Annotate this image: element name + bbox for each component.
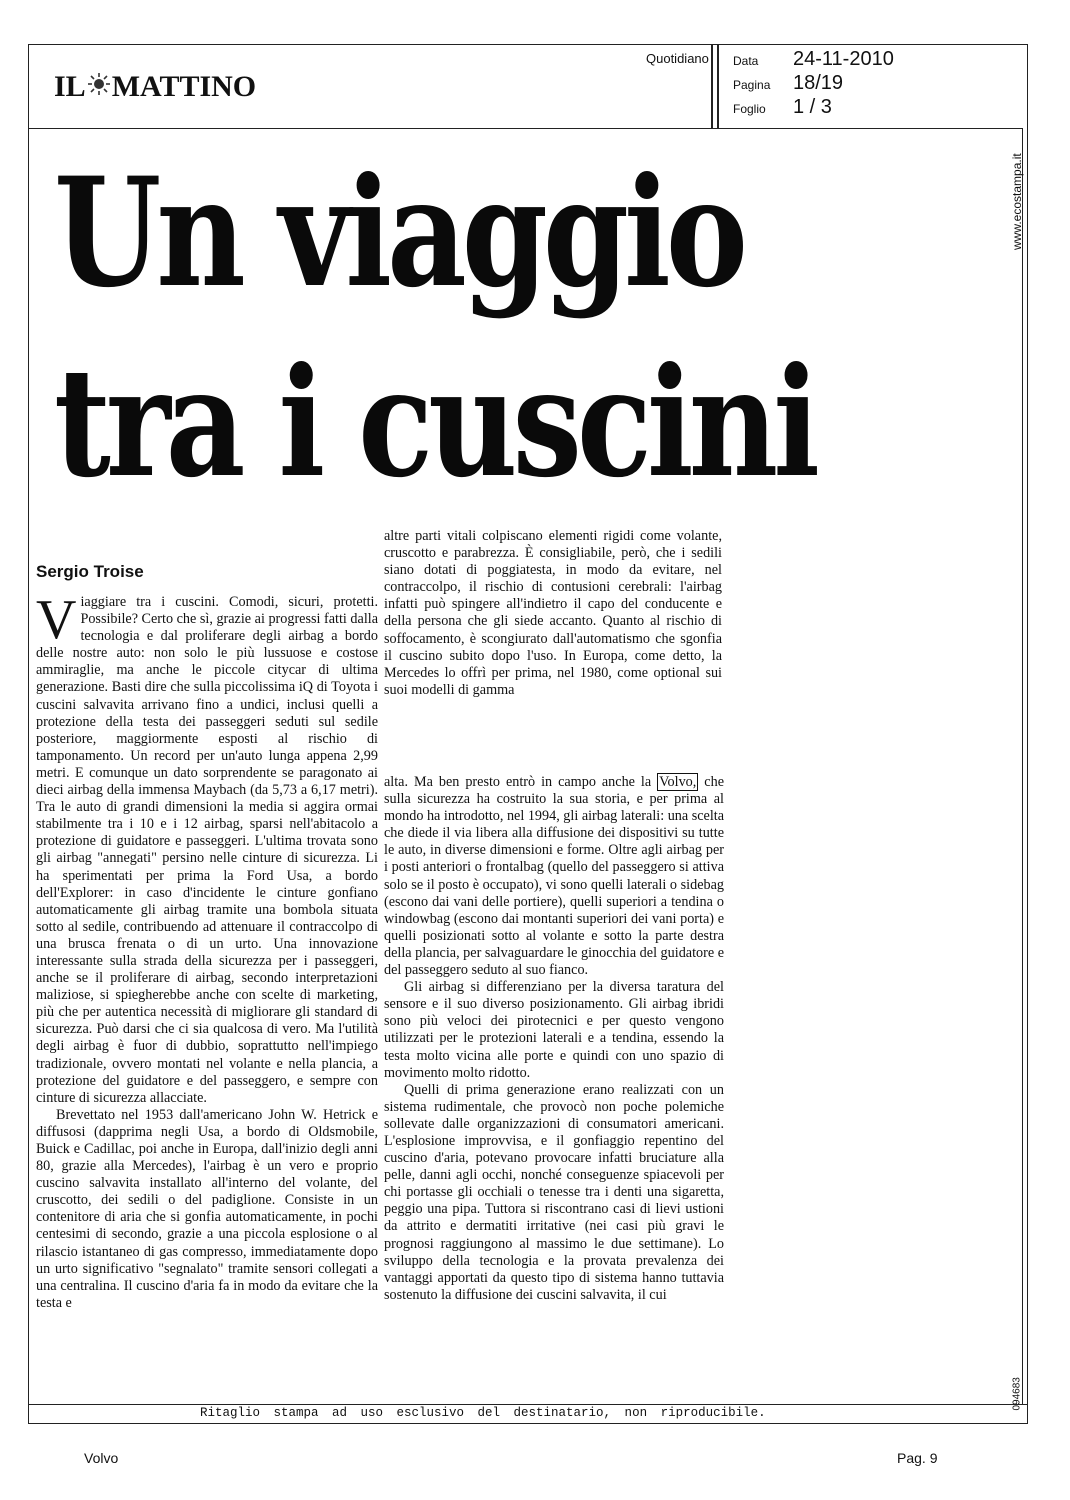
drop-cap: V (36, 589, 77, 651)
paragraph-3: altre parti vitali colpiscano elementi rigidi come volante, cruscotto e parabrezza. È consigliabile, però, che i sedili siano dotati di poggiatesta, in modo da evitare, nel contraccolpo, il rischio di contusioni cerebrali: l'airbag infatti può spingere all'indietro il capo del conducente e della persona che gli siede accanto. Quanto al rischio di soffocamento, è scongiurato dall'automatismo che sgonfia il cuscino subito dopo l'uso. In Europa, come detto, la Mercedes lo offrì per prima, nel 1980, come optional sui suoi modelli di gamma (384, 528, 722, 698)
logo-text-left: IL (54, 70, 86, 103)
header-divider-v2 (717, 44, 719, 128)
footer-keyword: Volvo (84, 1450, 119, 1466)
paragraph-2: Brevettato nel 1953 dall'americano John W. Hetrick e diffusosi (dapprima negli Usa, a bordo di Oldsmobile, Buick e Cadillac, poi anche in Europa, dall'inizio degli anni 80, grazie alla Mercedes), l'airbag è un vero e proprio cuscino salvavita installato all'interno del volante, del cruscotto, dei sedili o del padiglione. Consiste in un contenitore di aria che si gonfia automaticamente, in pochi centesimi di secondo, grazie a una piccola esplosione o al rilascio istantaneo di gas compresso, immediatamente dopo un urto significativo "segnalato" tramite sensori collegati a una centralina. Il cuscino d'aria fa in modo da evitare che la testa e (36, 1106, 378, 1311)
paragraph-1-text: iaggiare tra i cuscini. Comodi, sicuri, protetti. Possibile? Certo che sì, grazie ai progressi fatti dalla tecnologia e dal proliferare degli airbag a bordo delle nostre auto: non solo le più lussuose e costose ammiraglie, ma anche le piccole citycar di ultima generazione. Basti dire che sulla piccolissima iQ di Toyota i cuscini salvavita arrivano fino a undici, inclusi quelli a protezione della testa dei passeggeri seduti sul sedile posteriore, maggiormente esposti al rischio di tamponamento. Un record per un'auto lunga appena 2,99 metri. E comunque un dato sorprendente se paragonato ai dieci airbag della immensa Maybach (da 5,73 a 6,17 metri). Tra le auto di grandi dimensioni la media si aggira ormai stabilmente tra i 10 e i 12 airbag, sparsi nell'abitacolo a protezione di guidatore e passeggeri. L'ultima trovata sono gli airbag "annegati" persino nelle cinture di sicurezza. Li ha sperimentati per prima la Ford Usa, a bordo dell'Explorer: in caso d'incidente le cinture gonfiano automaticamente gli airbag tramite una bombola situata sotto al sedile, contribuendo ad attenuare il contraccolpo di una brusca frenata o di un urto. Una innovazione interessante sulla strada della sicurezza per i passeggeri, anche se il proliferare di airbag, secondo interpretazioni maliziose, si spiegherebbe anche con scelte di marketing, più che per autentica necessità di migliorare gli standard di sicurezza. Può darsi che ci sia qualcosa di vero. Ma l'utilità degli airbag è fuor di dubbio, soprattutto nell'impiego tradizionale, ovvero montati nel volante e nella plancia, a protezione del guidatore e del passeggero, e sempre con cinture di sicurezza allacciate. (36, 594, 378, 1106)
article-column-1 (36, 589, 378, 1394)
meta-value-data: 24-11-2010 (793, 48, 894, 70)
article-column-2 (384, 528, 722, 768)
page-number: Pag. 9 (897, 1450, 938, 1466)
logo-text-right: MATTINO (111, 70, 257, 103)
masthead-logo (54, 70, 256, 104)
header-divider (28, 128, 1022, 129)
header-divider-v1 (711, 44, 713, 128)
meta-value-pagina: 18/19 (793, 72, 844, 94)
brand-highlight: Volvo, (659, 774, 697, 790)
side-url: www.ecostampa.it (1010, 153, 1024, 250)
article-column-3 (384, 774, 724, 1394)
sun-icon (87, 70, 111, 104)
paragraph-1 (36, 589, 378, 1107)
paragraph-6: Quelli di prima generazione erano realizzati con un sistema rudimentale, che provocò non poche polemiche sollevate dalle organizzazioni di consumatori americani. L'esplosione improvvisa, e il gonfiaggio repentino del cuscino d'aria, potevano provocare infatti bruciature alla pelle, danni agli occhi, nonché conseguenze spiacevoli per chi portasse gli occhiali o tenesse tra i denti una sigaretta, peggio una pipa. Tuttora si riscontrano casi di lievi ustioni da attrito e dermatiti irritative (nei casi più gravi le prognosi raggiungono al massimo le due settimane). Lo sviluppo della tecnologia e la provata prevalenza dei vantaggi apportati da questo tipo di sistema hanno tuttavia sostenuto la diffusione dei cuscini salvavita, il cui (384, 1081, 724, 1303)
reproduction-notice: Ritaglio stampa ad uso esclusivo del destinatario, non riproducibile. (200, 1406, 766, 1420)
side-code: 094683 (1011, 1377, 1023, 1411)
meta-label-pagina: Pagina (733, 78, 771, 92)
paragraph-4: alta. Ma ben presto entrò in campo anche la Volvo, che sulla sicurezza ha costruito la sua storia, e per prima al mondo ha introdotto, nel 1994, gli airbag laterali: una scelta che diede il via libera alla diffusione dei dispositivi su tutte le auto, in diverse dimensioni e forme. Oltre agli airbag per i posti anteriori o frontalbag (quello del passeggero si attiva solo se il posto è occupato), vi sono quelli laterali o sidebag (escono dai vani delle portiere), quelli superiori a tendina o windowbag (escono dai montanti superiori dei vani porta) e quelli posizionati sotto al volante e sotto la parte destra della plancia, per salvaguardare le ginocchia del guidatore e del passeggero seduto al suo fianco. (384, 774, 725, 979)
footer-divider (28, 1404, 1028, 1405)
headline-line-1: Un viaggio (54, 145, 743, 321)
publication-type: Quotidiano (646, 51, 709, 66)
headline (54, 138, 815, 518)
headline-line-2: tra i cuscini (54, 335, 816, 511)
meta-label-foglio: Foglio (733, 102, 766, 116)
meta-value-foglio: 1 / 3 (793, 96, 832, 118)
right-margin-line (1022, 128, 1023, 1404)
author-byline: Sergio Troise (36, 562, 144, 581)
paragraph-5: Gli airbag si differenziano per la diversa taratura del sensore e il suo diverso posizionamento. Gli airbag ibridi sono più veloci dei pirotecnici e per questo vengono utilizzati per le protezioni laterali e a tendina, essendo la testa molto vicina alle porte e quindi con uno spazio di movimento molto ridotto. (384, 979, 724, 1081)
meta-label-data: Data (733, 54, 759, 68)
